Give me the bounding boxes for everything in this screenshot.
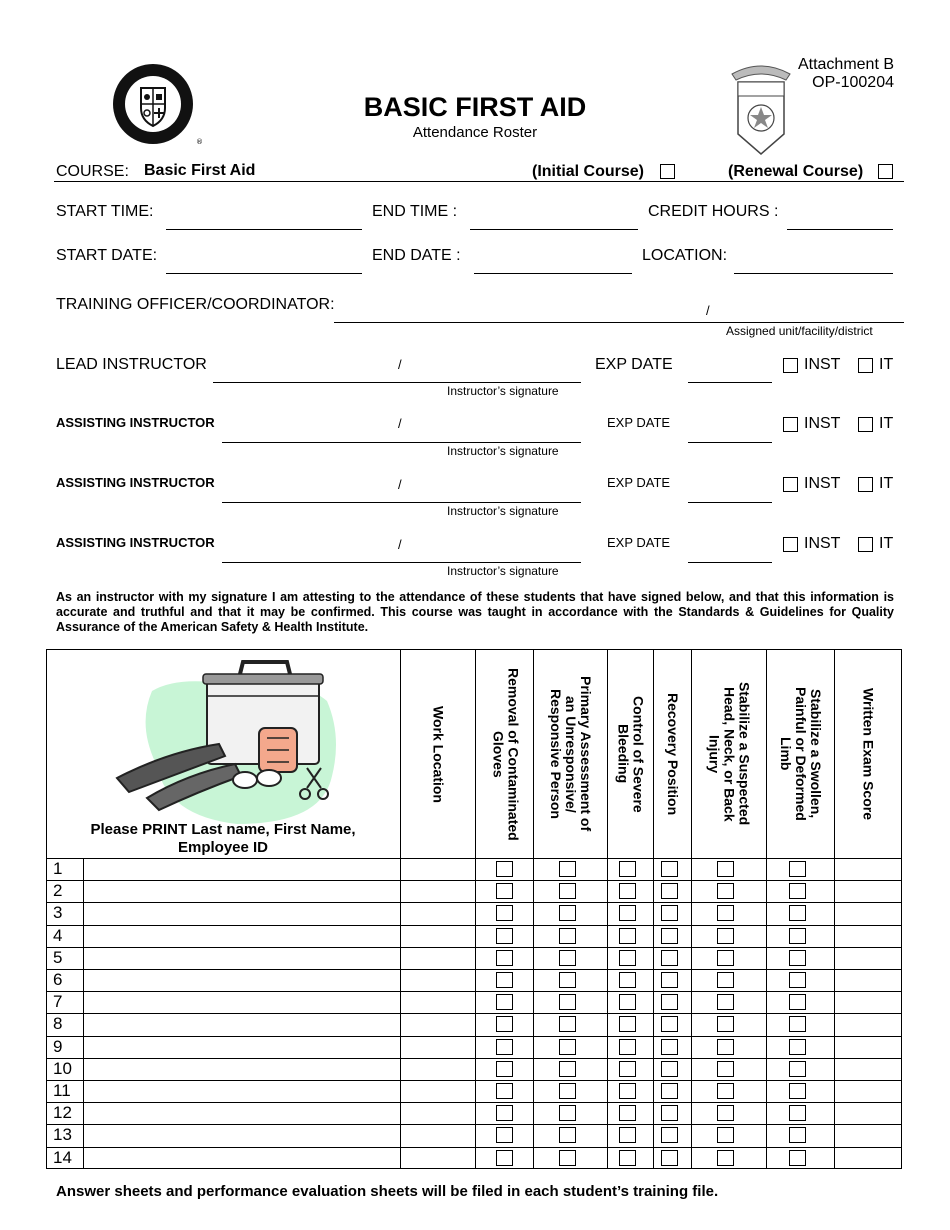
skill-checkbox[interactable] xyxy=(559,972,576,988)
name-cell[interactable] xyxy=(84,902,399,924)
skill-checkbox[interactable] xyxy=(661,972,678,988)
work-location-cell[interactable] xyxy=(401,1102,475,1124)
row-number: 8 xyxy=(53,1014,63,1034)
skill-checkbox[interactable] xyxy=(661,1016,678,1032)
first-aid-kit-clipart xyxy=(107,656,347,826)
row-number: 7 xyxy=(53,992,63,1012)
skill-checkbox[interactable] xyxy=(619,1016,636,1032)
exam-score-cell[interactable] xyxy=(835,1080,901,1102)
end-time-field[interactable] xyxy=(470,229,638,230)
assisting-instructor-1-label: ASSISTING INSTRUCTOR xyxy=(56,415,215,430)
skill-checkbox[interactable] xyxy=(661,1061,678,1077)
name-cell[interactable] xyxy=(84,1147,399,1169)
assisting-1-it-checkbox[interactable] xyxy=(858,417,873,432)
row-number: 14 xyxy=(53,1147,72,1167)
assisting-2-exp-date-field[interactable] xyxy=(688,502,772,503)
skill-checkbox[interactable] xyxy=(661,1150,678,1166)
exam-score-cell[interactable] xyxy=(835,991,901,1013)
skill-checkbox[interactable] xyxy=(619,972,636,988)
skill-checkbox[interactable] xyxy=(789,883,806,899)
header-work-location: Work Location xyxy=(430,705,447,803)
credit-hours-field[interactable] xyxy=(787,229,893,230)
name-cell[interactable] xyxy=(84,969,399,991)
skill-checkbox[interactable] xyxy=(559,905,576,921)
assisting-3-it-label: IT xyxy=(879,535,894,552)
start-date-label: START DATE: xyxy=(56,247,158,264)
skill-checkbox[interactable] xyxy=(789,928,806,944)
initial-course-checkbox[interactable] xyxy=(660,164,675,179)
skill-checkbox[interactable] xyxy=(559,1039,576,1055)
attestation-text: As an instructor with my signature I am attesting to the attendance of these students that have signed below, and that this information is accurate and truthful and that it may be confirmed. This course was taught in accordance with the Standards & Guidelines for Quality Assurance of the American Safety & Health Institute. xyxy=(56,590,894,634)
lead-exp-date-field[interactable] xyxy=(688,382,772,383)
skill-checkbox[interactable] xyxy=(619,1039,636,1055)
lead-inst-checkbox[interactable] xyxy=(783,358,798,373)
skill-checkbox[interactable] xyxy=(496,1083,513,1099)
name-cell[interactable] xyxy=(84,858,399,880)
skill-checkbox[interactable] xyxy=(789,1083,806,1099)
row-number: 10 xyxy=(53,1058,72,1078)
skill-checkbox[interactable] xyxy=(661,905,678,921)
work-location-cell[interactable] xyxy=(401,1080,475,1102)
assisting-instructor-2-signature-field[interactable] xyxy=(222,502,581,503)
skill-checkbox[interactable] xyxy=(619,883,636,899)
skill-checkbox[interactable] xyxy=(717,950,734,966)
skill-checkbox[interactable] xyxy=(496,861,513,877)
skill-checkbox[interactable] xyxy=(496,1016,513,1032)
exam-score-cell[interactable] xyxy=(835,858,901,880)
end-date-label: END DATE : xyxy=(372,247,461,264)
skill-checkbox[interactable] xyxy=(559,994,576,1010)
skill-checkbox[interactable] xyxy=(789,905,806,921)
skill-checkbox[interactable] xyxy=(619,1127,636,1143)
skill-checkbox[interactable] xyxy=(559,1016,576,1032)
skill-checkbox[interactable] xyxy=(496,972,513,988)
skill-checkbox[interactable] xyxy=(559,883,576,899)
page-title: BASIC FIRST AID xyxy=(363,92,587,122)
skill-checkbox[interactable] xyxy=(789,1150,806,1166)
skill-checkbox[interactable] xyxy=(661,1083,678,1099)
assisting-3-inst-checkbox[interactable] xyxy=(783,537,798,552)
name-cell[interactable] xyxy=(84,880,399,902)
exam-score-cell[interactable] xyxy=(835,1036,901,1058)
skill-checkbox[interactable] xyxy=(619,1105,636,1121)
skill-checkbox[interactable] xyxy=(559,1083,576,1099)
attachment-label: Attachment B xyxy=(797,56,894,73)
skill-checkbox[interactable] xyxy=(789,1016,806,1032)
row-number: 5 xyxy=(53,947,63,967)
name-cell[interactable] xyxy=(84,947,399,969)
assisting-1-exp-date-label: EXP DATE xyxy=(607,415,671,430)
lead-instructor-slash: / xyxy=(398,357,402,372)
assisting-instructor-1-slash: / xyxy=(398,416,402,431)
header-removal-gloves: Removal of Contaminated Gloves xyxy=(490,667,522,841)
skill-checkbox[interactable] xyxy=(717,928,734,944)
exam-score-cell[interactable] xyxy=(835,925,901,947)
assisting-1-inst-checkbox[interactable] xyxy=(783,417,798,432)
skill-checkbox[interactable] xyxy=(717,1083,734,1099)
row-number: 1 xyxy=(53,859,63,878)
skill-checkbox[interactable] xyxy=(661,950,678,966)
exam-score-cell[interactable] xyxy=(835,969,901,991)
start-date-field[interactable] xyxy=(166,273,362,274)
start-time-field[interactable] xyxy=(166,229,362,230)
assisting-3-inst-label: INST xyxy=(804,535,841,552)
course-label: COURSE: xyxy=(56,163,129,180)
exam-score-cell[interactable] xyxy=(835,880,901,902)
header-primary-assessment: Primary Assessment of an Unresponsive/ Responsive Person xyxy=(548,676,594,832)
row-number: 11 xyxy=(53,1081,71,1100)
lead-it-checkbox[interactable] xyxy=(858,358,873,373)
training-officer-slash: / xyxy=(706,303,710,318)
skill-checkbox[interactable] xyxy=(717,905,734,921)
lead-instructor-label: LEAD INSTRUCTOR xyxy=(56,356,207,373)
assisting-instructor-3-signature-field[interactable] xyxy=(222,562,581,563)
assisting-2-inst-label: INST xyxy=(804,475,841,492)
name-cell[interactable] xyxy=(84,1036,399,1058)
skill-checkbox[interactable] xyxy=(559,928,576,944)
work-location-cell[interactable] xyxy=(401,858,475,880)
assisting-instructor-2-sig-caption: Instructor’s signature xyxy=(447,504,559,518)
lead-exp-date-label: EXP DATE xyxy=(595,356,673,373)
row-number: 6 xyxy=(53,970,63,989)
skill-checkbox[interactable] xyxy=(789,994,806,1010)
doc-number: OP-100204 xyxy=(812,74,894,91)
assisting-instructor-3-slash: / xyxy=(398,537,402,552)
work-location-cell[interactable] xyxy=(401,969,475,991)
page-subtitle: Attendance Roster xyxy=(412,124,538,141)
assisting-1-inst-label: INST xyxy=(804,415,841,432)
name-cell[interactable] xyxy=(84,1013,399,1035)
header-control-bleeding: Control of Severe Bleeding xyxy=(615,695,647,813)
skill-checkbox[interactable] xyxy=(559,1105,576,1121)
skill-checkbox[interactable] xyxy=(496,1150,513,1166)
skill-checkbox[interactable] xyxy=(496,883,513,899)
skill-checkbox[interactable] xyxy=(717,1105,734,1121)
renewal-course-checkbox[interactable] xyxy=(878,164,893,179)
assigned-unit-caption: Assigned unit/facility/district xyxy=(726,324,873,338)
assisting-2-it-checkbox[interactable] xyxy=(858,477,873,492)
skill-checkbox[interactable] xyxy=(789,950,806,966)
skill-checkbox[interactable] xyxy=(496,1127,513,1143)
work-location-cell[interactable] xyxy=(401,991,475,1013)
exam-score-cell[interactable] xyxy=(835,902,901,924)
work-location-cell[interactable] xyxy=(401,880,475,902)
assisting-2-it-label: IT xyxy=(879,475,894,492)
skill-checkbox[interactable] xyxy=(717,1016,734,1032)
name-column-header: Please PRINT Last name, First Name, Employee ID xyxy=(90,821,356,856)
end-date-field[interactable] xyxy=(474,273,632,274)
assisting-1-exp-date-field[interactable] xyxy=(688,442,772,443)
initial-course-label: (Initial Course) xyxy=(532,163,645,180)
location-label: LOCATION: xyxy=(642,247,728,264)
skill-checkbox[interactable] xyxy=(559,861,576,877)
skill-checkbox[interactable] xyxy=(559,950,576,966)
row-number: 13 xyxy=(53,1125,72,1145)
skill-checkbox[interactable] xyxy=(717,883,734,899)
skill-checkbox[interactable] xyxy=(661,883,678,899)
skill-checkbox[interactable] xyxy=(789,861,806,877)
training-officer-label: TRAINING OFFICER/COORDINATOR: xyxy=(56,296,335,313)
work-location-cell[interactable] xyxy=(401,1124,475,1146)
skill-checkbox[interactable] xyxy=(619,905,636,921)
footer-note: Answer sheets and performance evaluation sheets will be filed in each student’s training file. xyxy=(56,1183,719,1200)
skill-checkbox[interactable] xyxy=(619,1083,636,1099)
skill-checkbox[interactable] xyxy=(717,972,734,988)
name-cell[interactable] xyxy=(84,925,399,947)
training-officer-field[interactable] xyxy=(334,322,904,323)
name-cell[interactable] xyxy=(84,991,399,1013)
skill-checkbox[interactable] xyxy=(496,994,513,1010)
work-location-cell[interactable] xyxy=(401,1036,475,1058)
assisting-3-exp-date-field[interactable] xyxy=(688,562,772,563)
exam-score-cell[interactable] xyxy=(835,947,901,969)
exam-score-cell[interactable] xyxy=(835,1013,901,1035)
skill-checkbox[interactable] xyxy=(789,972,806,988)
assisting-instructor-1-signature-field[interactable] xyxy=(222,442,581,443)
exam-score-cell[interactable] xyxy=(835,1058,901,1080)
work-location-cell[interactable] xyxy=(401,925,475,947)
assisting-1-it-label: IT xyxy=(879,415,894,432)
skill-checkbox[interactable] xyxy=(717,1039,734,1055)
renewal-course-label: (Renewal Course) xyxy=(728,163,864,180)
skill-checkbox[interactable] xyxy=(789,1105,806,1121)
row-number: 12 xyxy=(53,1103,72,1123)
svg-text:®: ® xyxy=(196,138,203,146)
assisting-instructor-2-slash: / xyxy=(398,477,402,492)
skill-checkbox[interactable] xyxy=(496,1061,513,1077)
skill-checkbox[interactable] xyxy=(789,1127,806,1143)
skill-checkbox[interactable] xyxy=(619,861,636,877)
skill-checkbox[interactable] xyxy=(559,1127,576,1143)
course-value: Basic First Aid xyxy=(144,162,256,179)
course-underline xyxy=(54,181,904,182)
skill-checkbox[interactable] xyxy=(496,1105,513,1121)
header-written-exam-score: Written Exam Score xyxy=(860,687,877,820)
credit-hours-label: CREDIT HOURS : xyxy=(648,203,779,220)
skill-checkbox[interactable] xyxy=(619,994,636,1010)
skill-checkbox[interactable] xyxy=(789,1061,806,1077)
ashi-logo xyxy=(108,62,203,146)
work-location-cell[interactable] xyxy=(401,947,475,969)
skill-checkbox[interactable] xyxy=(661,1039,678,1055)
assisting-instructor-3-sig-caption: Instructor’s signature xyxy=(447,564,559,578)
exam-score-cell[interactable] xyxy=(835,1147,901,1169)
skill-checkbox[interactable] xyxy=(717,994,734,1010)
attendance-roster-table xyxy=(46,649,902,1169)
skill-checkbox[interactable] xyxy=(496,905,513,921)
skill-checkbox[interactable] xyxy=(717,861,734,877)
work-location-cell[interactable] xyxy=(401,902,475,924)
skill-checkbox[interactable] xyxy=(789,1039,806,1055)
skill-checkbox[interactable] xyxy=(619,1150,636,1166)
assisting-3-it-checkbox[interactable] xyxy=(858,537,873,552)
name-cell[interactable] xyxy=(84,1080,399,1102)
work-location-cell[interactable] xyxy=(401,1013,475,1035)
exam-score-cell[interactable] xyxy=(835,1124,901,1146)
assisting-3-exp-date-label: EXP DATE xyxy=(607,535,671,550)
skill-checkbox[interactable] xyxy=(661,994,678,1010)
name-cell[interactable] xyxy=(84,1058,399,1080)
lead-instructor-sig-caption: Instructor’s signature xyxy=(447,384,559,398)
assisting-2-exp-date-label: EXP DATE xyxy=(607,475,671,490)
skill-checkbox[interactable] xyxy=(661,1105,678,1121)
end-time-label: END TIME : xyxy=(372,203,458,220)
skill-checkbox[interactable] xyxy=(661,861,678,877)
header-stabilize-limb: Stabilize a Swollen, Painful or Deformed Limb xyxy=(778,687,824,821)
row-number: 9 xyxy=(53,1036,63,1056)
skill-checkbox[interactable] xyxy=(619,1061,636,1077)
lead-inst-label: INST xyxy=(804,356,841,373)
start-time-label: START TIME: xyxy=(56,203,154,220)
row-number: 2 xyxy=(53,881,63,901)
skill-checkbox[interactable] xyxy=(717,1061,734,1077)
row-number: 4 xyxy=(53,925,63,945)
work-location-cell[interactable] xyxy=(401,1058,475,1080)
assisting-instructor-2-label: ASSISTING INSTRUCTOR xyxy=(56,475,215,490)
skill-checkbox[interactable] xyxy=(496,950,513,966)
exam-score-cell[interactable] xyxy=(835,1102,901,1124)
header-stabilize-head-neck: Stabilize a Suspected Head, Neck, or Back Injury xyxy=(706,682,753,826)
assisting-2-inst-checkbox[interactable] xyxy=(783,477,798,492)
assisting-instructor-3-label: ASSISTING INSTRUCTOR xyxy=(56,535,215,550)
lead-instructor-signature-field[interactable] xyxy=(213,382,581,383)
location-field[interactable] xyxy=(734,273,893,274)
skill-checkbox[interactable] xyxy=(661,1127,678,1143)
work-location-cell[interactable] xyxy=(401,1147,475,1169)
skill-checkbox[interactable] xyxy=(559,1061,576,1077)
skill-checkbox[interactable] xyxy=(717,1127,734,1143)
lead-it-label: IT xyxy=(879,356,894,373)
skill-checkbox[interactable] xyxy=(661,928,678,944)
skill-checkbox[interactable] xyxy=(619,950,636,966)
skill-checkbox[interactable] xyxy=(717,1150,734,1166)
name-cell[interactable] xyxy=(84,1124,399,1146)
skill-checkbox[interactable] xyxy=(559,1150,576,1166)
header-recovery-position: Recovery Position xyxy=(665,692,681,816)
skill-checkbox[interactable] xyxy=(496,928,513,944)
skill-checkbox[interactable] xyxy=(619,928,636,944)
name-cell[interactable] xyxy=(84,1102,399,1124)
row-number: 3 xyxy=(53,903,63,923)
assisting-instructor-1-sig-caption: Instructor’s signature xyxy=(447,444,559,458)
skill-checkbox[interactable] xyxy=(496,1039,513,1055)
